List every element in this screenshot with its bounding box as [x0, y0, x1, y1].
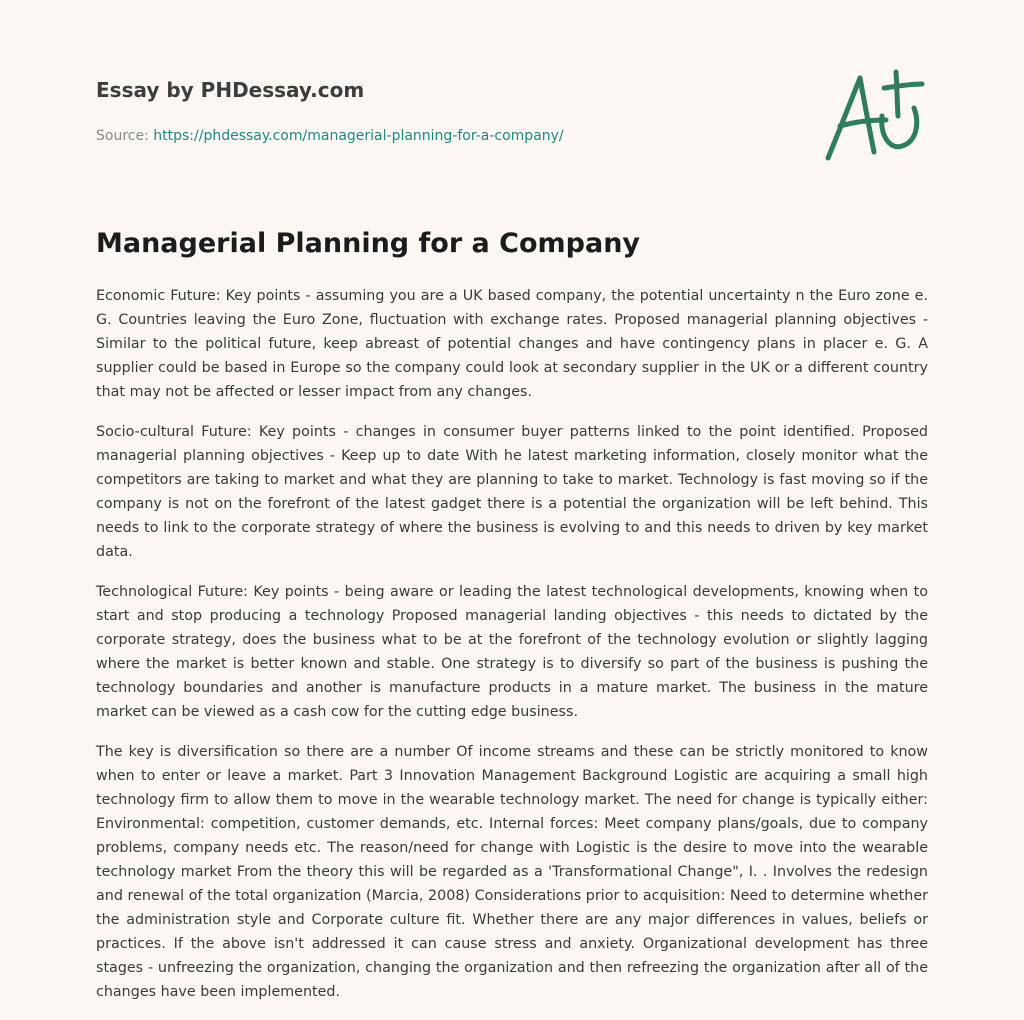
brand-title: Essay by PHDessay.com [96, 78, 365, 102]
essay-paragraph: The key is diversification so there are a number Of income streams and these can be strictly monitored to know when to enter or leave a market. Part 3 Innovation Management Background Logistic are acquiring a small high technology firm to allow them to move in the wearable technology market. The need for change is typically either: Environmental: competition, customer demands, etc. Internal forces: Meet company plans/goals, due to company problems, company needs etc. The reason/need for change with Logistic is the desire to move into the wearable technology market From the theory this will be regarded as a 'Transformational Change", I. . Involves the redesign and renewal of the total organization (Marcia, 2008) Considerations prior to acquisition: Need to determine whether the administration style and Corporate culture fit. Whether there are any major differences in values, beliefs or practices. If the above isn't addressed it can cause stress and anxiety. Organizational development has three stages - unfreezing the organization, changing the organization and then refreezing the organization after all of the changes have been implemented. [96, 744, 928, 1000]
essay-paragraph: Economic Future: Key points - assuming you are a UK based company, the potential uncertainty n the Euro zone e. G. Countries leaving the Euro Zone, fluctuation with exchange rates. Proposed managerial planning objectives - Similar to the political future, keep abreast of potential changes and have contingency plans in placer e. G. A supplier could be based in Europe so the company could look at secondary supplier in the UK or a different country that may not be affected or lesser impact from any changes. [96, 288, 928, 400]
source-label: Source: [96, 128, 149, 144]
page-header [96, 76, 796, 146]
essay-title: Managerial Planning for a Company [96, 228, 641, 259]
a-plus-logo-icon [822, 64, 926, 164]
essay-paragraph: Socio-cultural Future: Key points - changes in consumer buyer patterns linked to the point identified. Proposed managerial planning objectives - Keep up to date With he latest marketing information, closely monitor what the competitors are taking to market and what they are planning to take to market. Technology is fast moving so if the company is not on the forefront of the latest gadget there is a potential the organization will be left behind. This needs to link to the corporate strategy of where the business is evolving to and this needs to driven by key market data. [96, 424, 928, 560]
source-link[interactable]: https://phdessay.com/managerial-planning-for-a-company/ [153, 128, 564, 144]
essay-paragraph: Technological Future: Key points - being aware or leading the latest technological developments, knowing when to start and stop producing a technology Proposed managerial landing objectives - this needs to dictated by the corporate strategy, does the business what to be at the forefront of the technology evolution or slightly lagging where the market is better known and stable. One strategy is to diversify so part of the business is pushing the technology boundaries and another is manufacture products in a mature market. The business in the mature market can be viewed as a cash cow for the cutting edge business. [96, 584, 928, 720]
essay-main [96, 224, 928, 1020]
source-line [96, 126, 796, 146]
